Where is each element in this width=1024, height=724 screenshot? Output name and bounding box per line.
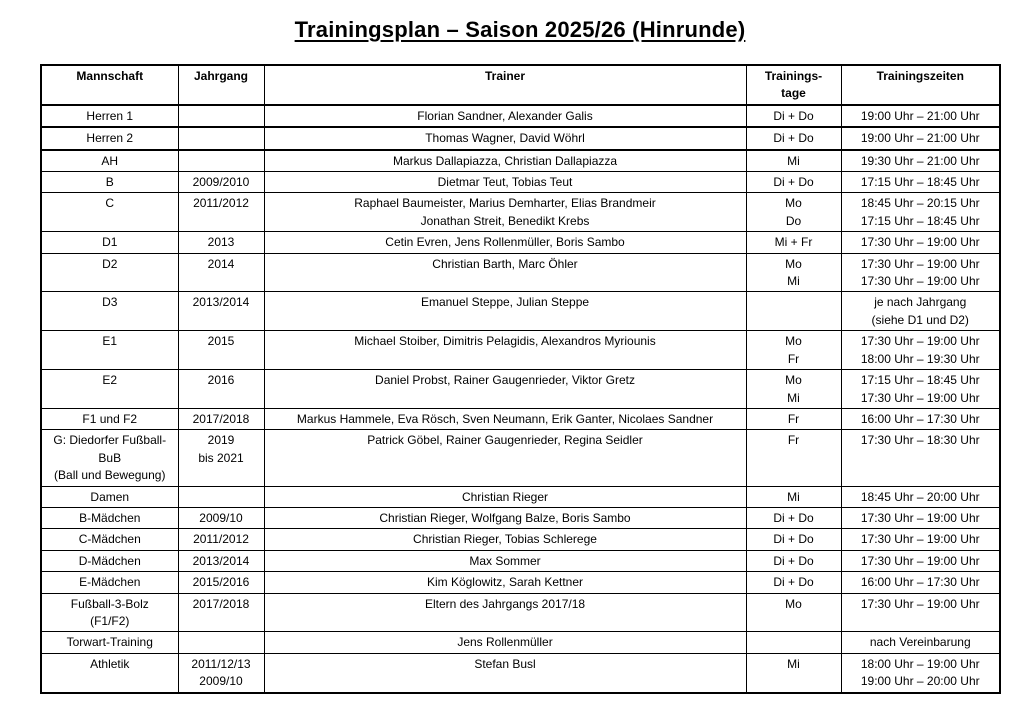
trainingstage-cell: Mo xyxy=(746,593,841,632)
team-cell: E1 xyxy=(41,331,178,370)
jahrgang-cell xyxy=(178,632,264,653)
trainer-cell: Daniel Probst, Rainer Gaugenrieder, Viktor Gretz xyxy=(264,370,746,409)
trainingszeiten-cell: 19:30 Uhr – 21:00 Uhr xyxy=(841,150,1000,172)
trainingszeiten-cell: 16:00 Uhr – 17:30 Uhr xyxy=(841,408,1000,429)
jahrgang-cell: 2009/2010 xyxy=(178,172,264,193)
table-row xyxy=(41,529,1000,550)
team-cell: D-Mädchen xyxy=(41,550,178,571)
trainer-cell: Christian Rieger, Wolfgang Balze, Boris Sambo xyxy=(264,507,746,528)
trainer-cell: Thomas Wagner, David Wöhrl xyxy=(264,127,746,149)
trainingszeiten-cell: 17:30 Uhr – 19:00 Uhr xyxy=(841,550,1000,571)
table-row xyxy=(41,507,1000,528)
jahrgang-cell: 2015/2016 xyxy=(178,572,264,593)
trainingstage-cell: Mi xyxy=(746,653,841,692)
team-cell: E-Mädchen xyxy=(41,572,178,593)
jahrgang-cell: 2013 xyxy=(178,232,264,253)
trainingstage-cell xyxy=(746,292,841,331)
team-cell: B-Mädchen xyxy=(41,507,178,528)
table-row xyxy=(41,232,1000,253)
header-trainer: Trainer xyxy=(264,65,746,105)
team-cell: Herren 1 xyxy=(41,105,178,127)
team-cell: Athletik xyxy=(41,653,178,692)
table-header-row xyxy=(41,65,1000,105)
training-schedule-table xyxy=(40,64,1001,694)
trainer-cell: Florian Sandner, Alexander Galis xyxy=(264,105,746,127)
trainingstage-cell: Mo Do xyxy=(746,193,841,232)
table-row xyxy=(41,430,1000,486)
trainingstage-cell: Fr xyxy=(746,408,841,429)
team-cell: D3 xyxy=(41,292,178,331)
team-cell: B xyxy=(41,172,178,193)
trainer-cell: Raphael Baumeister, Marius Demharter, Elias Brandmeir Jonathan Streit, Benedikt Krebs xyxy=(264,193,746,232)
trainer-cell: Markus Dallapiazza, Christian Dallapiazza xyxy=(264,150,746,172)
jahrgang-cell xyxy=(178,486,264,507)
trainingstage-cell: Mo Fr xyxy=(746,331,841,370)
jahrgang-cell: 2017/2018 xyxy=(178,408,264,429)
trainer-cell: Jens Rollenmüller xyxy=(264,632,746,653)
trainer-cell: Emanuel Steppe, Julian Steppe xyxy=(264,292,746,331)
trainingszeiten-cell: 17:15 Uhr – 18:45 Uhr xyxy=(841,172,1000,193)
trainingszeiten-cell: 17:30 Uhr – 19:00 Uhr xyxy=(841,593,1000,632)
team-cell: C xyxy=(41,193,178,232)
trainer-cell: Christian Rieger xyxy=(264,486,746,507)
trainingstage-cell: Mi xyxy=(746,486,841,507)
header-jahrgang: Jahrgang xyxy=(178,65,264,105)
team-cell: F1 und F2 xyxy=(41,408,178,429)
trainingszeiten-cell: 18:45 Uhr – 20:15 Uhr 17:15 Uhr – 18:45 Uhr xyxy=(841,193,1000,232)
table-row xyxy=(41,105,1000,127)
trainer-cell: Dietmar Teut, Tobias Teut xyxy=(264,172,746,193)
trainer-cell: Markus Hammele, Eva Rösch, Sven Neumann, Erik Ganter, Nicolaes Sandner xyxy=(264,408,746,429)
trainingstage-cell: Di + Do xyxy=(746,572,841,593)
trainingstage-cell: Di + Do xyxy=(746,507,841,528)
table-row xyxy=(41,408,1000,429)
trainingszeiten-cell: nach Vereinbarung xyxy=(841,632,1000,653)
jahrgang-cell xyxy=(178,150,264,172)
trainingstage-cell: Di + Do xyxy=(746,127,841,149)
trainingstage-cell: Mo Mi xyxy=(746,253,841,292)
trainingstage-cell: Mo Mi xyxy=(746,370,841,409)
trainer-cell: Cetin Evren, Jens Rollenmüller, Boris Sambo xyxy=(264,232,746,253)
team-cell: Fußball-3-Bolz (F1/F2) xyxy=(41,593,178,632)
team-cell: Damen xyxy=(41,486,178,507)
table-row xyxy=(41,653,1000,692)
header-mannschaft: Mannschaft xyxy=(41,65,178,105)
table-row xyxy=(41,550,1000,571)
team-cell: AH xyxy=(41,150,178,172)
trainingstage-cell: Mi + Fr xyxy=(746,232,841,253)
team-cell: Torwart-Training xyxy=(41,632,178,653)
page-title: Trainingsplan – Saison 2025/26 (Hinrunde) xyxy=(294,17,746,42)
jahrgang-cell: 2016 xyxy=(178,370,264,409)
trainingstage-cell: Di + Do xyxy=(746,105,841,127)
table-row xyxy=(41,253,1000,292)
jahrgang-cell: 2011/2012 xyxy=(178,529,264,550)
trainer-cell: Patrick Göbel, Rainer Gaugenrieder, Regina Seidler xyxy=(264,430,746,486)
trainer-cell: Christian Rieger, Tobias Schlerege xyxy=(264,529,746,550)
jahrgang-cell: 2011/2012 xyxy=(178,193,264,232)
trainingszeiten-cell: 18:45 Uhr – 20:00 Uhr xyxy=(841,486,1000,507)
jahrgang-cell xyxy=(178,127,264,149)
jahrgang-cell: 2015 xyxy=(178,331,264,370)
trainer-cell: Christian Barth, Marc Öhler xyxy=(264,253,746,292)
trainingszeiten-cell: 17:30 Uhr – 19:00 Uhr xyxy=(841,529,1000,550)
trainingstage-cell: Di + Do xyxy=(746,529,841,550)
trainingszeiten-cell: 17:30 Uhr – 19:00 Uhr xyxy=(841,232,1000,253)
trainingszeiten-cell: 19:00 Uhr – 21:00 Uhr xyxy=(841,105,1000,127)
table-row xyxy=(41,370,1000,409)
trainer-cell: Eltern des Jahrgangs 2017/18 xyxy=(264,593,746,632)
trainer-cell: Stefan Busl xyxy=(264,653,746,692)
header-trainingszeiten: Trainingszeiten xyxy=(841,65,1000,105)
team-cell: C-Mädchen xyxy=(41,529,178,550)
jahrgang-cell: 2013/2014 xyxy=(178,292,264,331)
table-row xyxy=(41,150,1000,172)
trainingstage-cell: Di + Do xyxy=(746,550,841,571)
jahrgang-cell: 2013/2014 xyxy=(178,550,264,571)
table-row xyxy=(41,127,1000,149)
table-row xyxy=(41,593,1000,632)
team-cell: Herren 2 xyxy=(41,127,178,149)
jahrgang-cell: 2019 bis 2021 xyxy=(178,430,264,486)
trainer-cell: Michael Stoiber, Dimitris Pelagidis, Alexandros Myriounis xyxy=(264,331,746,370)
trainingszeiten-cell: 18:00 Uhr – 19:00 Uhr 19:00 Uhr – 20:00 Uhr xyxy=(841,653,1000,692)
trainingszeiten-cell: 19:00 Uhr – 21:00 Uhr xyxy=(841,127,1000,149)
trainer-cell: Kim Köglowitz, Sarah Kettner xyxy=(264,572,746,593)
jahrgang-cell: 2014 xyxy=(178,253,264,292)
team-cell: D2 xyxy=(41,253,178,292)
trainingstage-cell: Mi xyxy=(746,150,841,172)
table-row xyxy=(41,193,1000,232)
trainingszeiten-cell: 17:30 Uhr – 19:00 Uhr 18:00 Uhr – 19:30 Uhr xyxy=(841,331,1000,370)
trainingstage-cell: Di + Do xyxy=(746,172,841,193)
table-row xyxy=(41,172,1000,193)
trainingszeiten-cell: 17:30 Uhr – 18:30 Uhr xyxy=(841,430,1000,486)
table-body xyxy=(41,105,1000,693)
jahrgang-cell: 2017/2018 xyxy=(178,593,264,632)
table-row xyxy=(41,292,1000,331)
header-trainingstage: Trainings- tage xyxy=(746,65,841,105)
jahrgang-cell: 2009/10 xyxy=(178,507,264,528)
trainingszeiten-cell: 17:15 Uhr – 18:45 Uhr 17:30 Uhr – 19:00 Uhr xyxy=(841,370,1000,409)
trainer-cell: Max Sommer xyxy=(264,550,746,571)
jahrgang-cell: 2011/12/13 2009/10 xyxy=(178,653,264,692)
table-row xyxy=(41,486,1000,507)
trainingszeiten-cell: 16:00 Uhr – 17:30 Uhr xyxy=(841,572,1000,593)
team-cell: E2 xyxy=(41,370,178,409)
team-cell: G: Diedorfer Fußball- BuB (Ball und Bewegung) xyxy=(41,430,178,486)
table-row xyxy=(41,632,1000,653)
trainingszeiten-cell: 17:30 Uhr – 19:00 Uhr 17:30 Uhr – 19:00 Uhr xyxy=(841,253,1000,292)
trainingszeiten-cell: 17:30 Uhr – 19:00 Uhr xyxy=(841,507,1000,528)
trainingstage-cell: Fr xyxy=(746,430,841,486)
table-row xyxy=(41,331,1000,370)
team-cell: D1 xyxy=(41,232,178,253)
trainingstage-cell xyxy=(746,632,841,653)
trainingszeiten-cell: je nach Jahrgang (siehe D1 und D2) xyxy=(841,292,1000,331)
table-row xyxy=(41,572,1000,593)
jahrgang-cell xyxy=(178,105,264,127)
